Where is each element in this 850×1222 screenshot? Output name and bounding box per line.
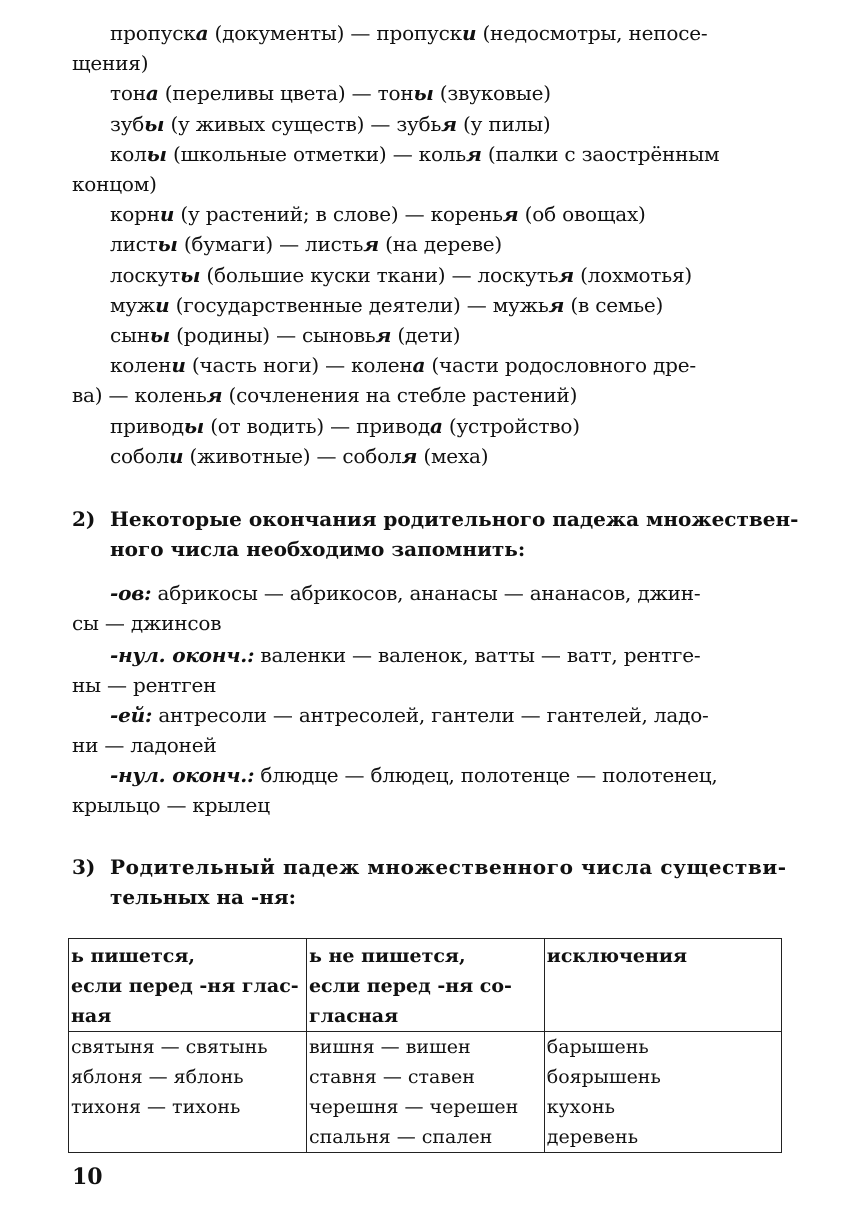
table-body-row: [69, 1032, 782, 1153]
table-entry: барышень: [546, 1036, 649, 1058]
ending-highlight: ы: [180, 262, 201, 287]
ending-rule-continuation: сы — джинсов: [72, 611, 222, 635]
ending-examples: блюдце — блюдец, полотенце — полотенец,: [254, 763, 718, 787]
header-line: ь не пишется,: [308, 945, 466, 967]
word-pair-line: [72, 48, 148, 78]
text-segment: тон: [110, 81, 146, 106]
word-pair-line: [110, 411, 580, 441]
text-segment: сын: [110, 323, 150, 347]
ending-label: -ов:: [110, 581, 152, 605]
text-segment: корн: [110, 202, 160, 227]
word-pair-text: [72, 172, 157, 196]
ending-highlight: я: [375, 323, 392, 347]
word-pair-line: [72, 380, 577, 410]
word-pair-text: [110, 232, 502, 256]
text-segment: (переливы цвета) — тон: [158, 81, 414, 106]
word-pair-text: [110, 263, 692, 287]
table-header-cell: [544, 939, 781, 1032]
table-header-cell: [69, 939, 307, 1032]
ending-rule-line: [110, 700, 709, 730]
word-pair-line: [110, 350, 696, 380]
text-segment: (школьные отметки) — коль: [166, 141, 466, 166]
ending-label: -нул. оконч.:: [110, 643, 255, 667]
table-entry: боярышень: [546, 1066, 661, 1088]
table-entry: спальня — спален: [308, 1126, 493, 1148]
ending-label: -нул. оконч.:: [110, 763, 255, 787]
ending-highlight: я: [502, 202, 519, 227]
text-segment: (большие куски ткани) — лоскуть: [200, 262, 559, 287]
text-segment: (дети): [391, 323, 461, 347]
header-line: если перед -ня глас-: [71, 975, 299, 997]
text-segment: (в семье): [564, 292, 664, 317]
ending-rule-continuation: крыльцо — крылец: [72, 793, 270, 817]
text-segment: (от водить) — привод: [204, 413, 430, 438]
text-segment: (меха): [417, 443, 489, 468]
word-pair-text: [110, 293, 663, 317]
header-line: если перед -ня со-: [308, 975, 512, 997]
table-header-row: [69, 939, 782, 1032]
ending-highlight: а: [412, 353, 426, 378]
ending-highlight: ы: [146, 141, 167, 166]
text-segment: (недосмотры, непосе-: [476, 21, 708, 45]
table-entry: ставня — ставен: [308, 1066, 475, 1088]
word-pair-line: [110, 139, 719, 169]
table-cell-no-soft-sign: [306, 1032, 544, 1153]
text-segment: (государственные деятели) — мужь: [169, 292, 549, 317]
ending-highlight: я: [548, 292, 565, 317]
section-2-heading-text1: Некоторые окончания родительного падежа множествен-: [110, 507, 799, 531]
text-segment: (устройство): [442, 413, 580, 438]
word-pair-line: [110, 199, 646, 229]
text-segment: (у растений; в слове) — корень: [174, 202, 503, 227]
ending-highlight: я: [558, 262, 575, 287]
text-segment: колен: [110, 353, 172, 378]
section-3-heading-line2: тельных на -ня:: [110, 885, 297, 909]
word-pair-text: [110, 323, 460, 347]
word-pair-line: [110, 441, 488, 471]
word-pair-text: [110, 414, 580, 438]
word-pair-line: [110, 109, 550, 139]
text-segment: ва) — колень: [72, 383, 207, 408]
text-segment: (животные) — собол: [183, 443, 402, 468]
ending-highlight: ы: [149, 323, 171, 347]
table-header-cell: [306, 939, 544, 1032]
ending-rule-line: [110, 578, 701, 608]
word-pair-text: [110, 202, 646, 226]
word-pair-line: [110, 18, 707, 48]
table-entry: черешня — черешен: [308, 1096, 519, 1118]
genitive-ending-table: [68, 938, 782, 1153]
text-segment: (части родословного дре-: [425, 353, 696, 378]
ending-rule-continuation: ни — ладоней: [72, 733, 217, 757]
word-pair-line: [72, 169, 157, 199]
ending-highlight: и: [159, 202, 175, 227]
header-line: исключения: [546, 945, 688, 967]
header-line: ь пишется,: [71, 945, 196, 967]
text-segment: собол: [110, 443, 170, 468]
word-pair-text: [110, 142, 719, 166]
ending-highlight: и: [461, 21, 477, 45]
table-entry: вишня — вишен: [308, 1036, 471, 1058]
ending-examples: валенки — валенок, ватты — ватт, рентге-: [254, 643, 701, 667]
ending-rule-continuation: ны — рентген: [72, 673, 217, 697]
text-segment: концом): [72, 172, 157, 196]
word-pair-text: [110, 81, 551, 105]
text-segment: (лохмотья): [574, 262, 692, 287]
header-line: ная: [71, 1005, 112, 1027]
word-pair-line: [110, 260, 692, 290]
section-2-heading-line1: [110, 504, 799, 534]
word-pair-text: [110, 444, 488, 468]
text-segment: лоскут: [110, 262, 181, 287]
ending-rule-line: [110, 760, 718, 790]
text-segment: пропуск: [110, 21, 196, 45]
text-segment: (часть ноги) — колен: [185, 353, 413, 378]
ending-highlight: ы: [144, 111, 165, 136]
word-pair-text: [72, 51, 148, 75]
text-segment: (на дереве): [378, 232, 503, 257]
ending-highlight: ы: [157, 232, 178, 257]
table-entry: святыня — святынь: [71, 1036, 268, 1058]
text-segment: (сочленения на стебле растений): [222, 383, 578, 408]
section-2-heading-line2: ного числа необходимо запомнить:: [110, 537, 526, 561]
text-segment: щения): [72, 51, 149, 76]
ending-highlight: а: [429, 413, 443, 438]
table-entry: яблоня — яблонь: [71, 1066, 244, 1088]
word-pair-text: [72, 383, 577, 407]
ending-label: -ей:: [110, 703, 153, 727]
text-segment: муж: [110, 292, 156, 317]
ending-highlight: ы: [183, 413, 205, 438]
section-3-heading-line1: Родительный падеж множественного числа существи-: [110, 855, 787, 879]
ending-highlight: и: [169, 443, 184, 468]
word-pair-line: [110, 78, 551, 108]
word-pair-line: [110, 229, 502, 259]
page-number: 10: [72, 1164, 103, 1190]
ending-highlight: я: [466, 141, 482, 166]
ending-highlight: а: [145, 81, 159, 106]
ending-highlight: а: [195, 21, 209, 45]
text-segment: (палки с заострённым: [481, 141, 720, 166]
section-2-number: 2): [72, 507, 96, 531]
table-cell-exceptions: [544, 1032, 781, 1153]
text-segment: (бумаги) — листь: [177, 232, 364, 257]
word-pair-text: [110, 21, 707, 45]
text-segment: привод: [110, 413, 184, 438]
word-pair-text: [110, 353, 696, 377]
text-segment: зуб: [110, 111, 145, 136]
text-segment: (звуковые): [433, 81, 551, 106]
text-segment: лист: [110, 232, 158, 257]
text-segment: (родины) — сыновь: [170, 323, 376, 347]
ending-highlight: я: [206, 383, 223, 408]
table-entry: деревень: [546, 1126, 639, 1148]
header-line: гласная: [308, 1005, 399, 1027]
ending-highlight: я: [401, 443, 418, 468]
text-segment: (об овощах): [518, 202, 646, 227]
ending-examples: антресоли — антресолей, гантели — гантелей, ладо-: [152, 703, 709, 727]
ending-examples: абрикосы — абрикосов, ананасы — ананасов, джин-: [151, 581, 701, 605]
ending-highlight: я: [363, 232, 379, 257]
word-pair-line: [110, 320, 460, 350]
table-cell-soft-sign: [69, 1032, 307, 1153]
ending-highlight: я: [441, 111, 457, 136]
table-entry: тихоня — тихонь: [71, 1096, 241, 1118]
text-segment: (документы) — пропуск: [208, 21, 462, 45]
text-segment: (у пилы): [456, 111, 551, 136]
ending-highlight: и: [155, 292, 170, 317]
ending-highlight: ы: [413, 81, 434, 106]
ending-rule-line: [110, 640, 700, 670]
word-pair-line: [110, 290, 663, 320]
table-entry: кухонь: [546, 1096, 615, 1118]
word-pair-text: [110, 112, 550, 136]
section-3-number: 3): [72, 855, 96, 879]
text-segment: (у живых существ) — зубь: [164, 111, 442, 136]
text-segment: кол: [110, 141, 147, 166]
ending-highlight: и: [171, 353, 186, 378]
